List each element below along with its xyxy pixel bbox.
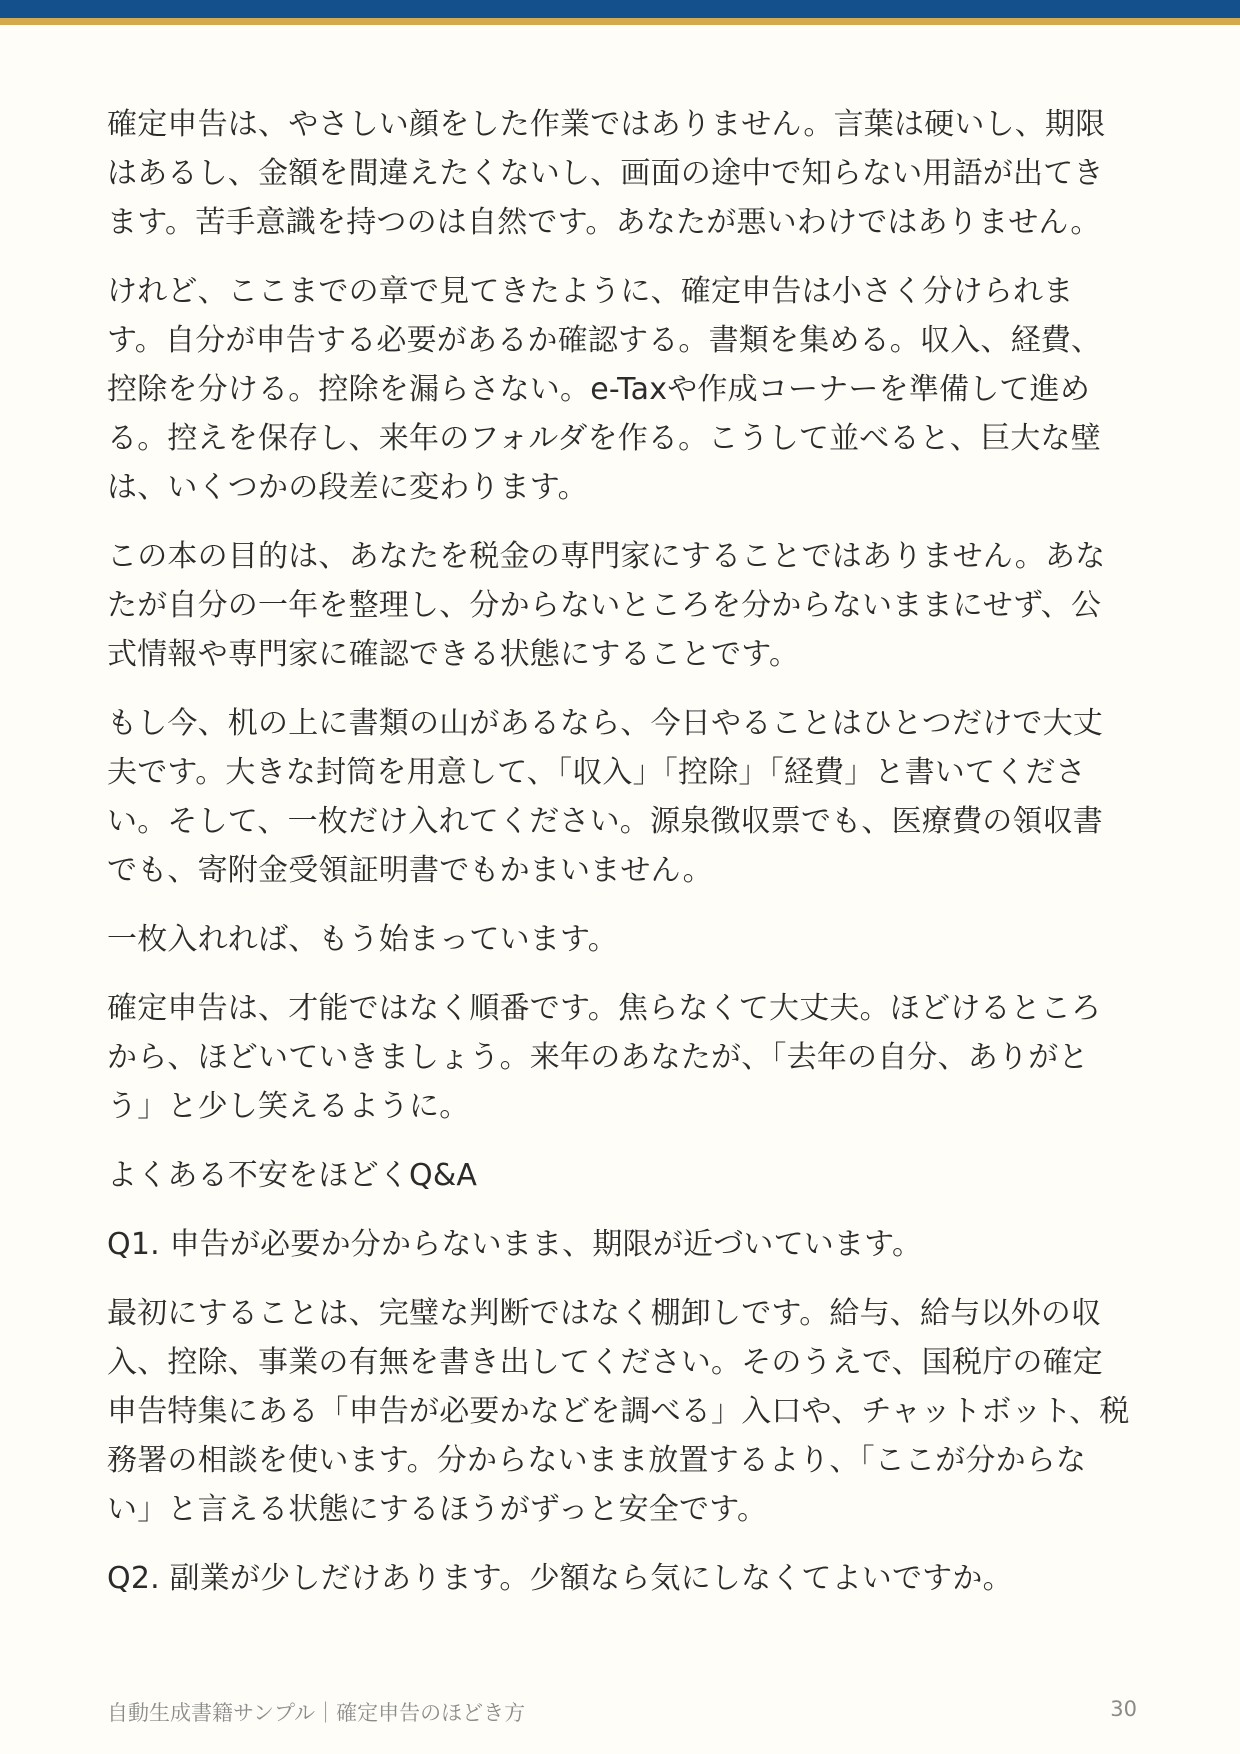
section-heading: よくある不安をほどくQ&A	[107, 1158, 478, 1193]
paragraph: 確定申告は、やさしい顔をした作業ではありません。言葉は硬いし、期限はあるし、金額を間違えたくないし、画面の途中で知らない用語が出てきます。苦手意識を持つのは自然です。あなたが悪いわけではありません。	[107, 107, 1106, 240]
header-accent-line	[0, 18, 1240, 25]
page-body	[107, 100, 1130, 1623]
paragraph: けれど、ここまでの章で見てきたように、確定申告は小さく分けられます。自分が申告する必要があるか確認する。書類を集める。収入、経費、控除を分ける。控除を漏らさない。e-Taxや作成コーナーを準備して進める。控えを保存し、来年のフォルダを作る。こうして並べると、巨大な壁は、いくつかの段差に変わります。	[107, 274, 1102, 505]
question-heading: Q2. 副業が少しだけあります。少額なら気にしなくてよいですか。	[107, 1561, 1013, 1596]
page-footer	[107, 1697, 1137, 1727]
header-bar	[0, 0, 1240, 18]
question-heading: Q1. 申告が必要か分からないまま、期限が近づいています。	[107, 1227, 923, 1262]
page-number: 30	[1110, 1697, 1137, 1721]
footer-book-title: 自動生成書籍サンプル｜確定申告のほどき方	[107, 1701, 526, 1725]
paragraph: もし今、机の上に書類の山があるなら、今日やることはひとつだけで大丈夫です。大きな封筒を用意して、「収入」「控除」「経費」と書いてください。そして、一枚だけ入れてください。源泉徴収票でも、医療費の領収書でも、寄附金受領証明書でもかまいません。	[107, 706, 1103, 888]
paragraph: 確定申告は、才能ではなく順番です。焦らなくて大丈夫。ほどけるところから、ほどいていきましょう。来年のあなたが、「去年の自分、ありがとう」と少し笑えるように。	[107, 991, 1102, 1124]
paragraph: 一枚入れれば、もう始まっています。	[107, 922, 618, 957]
paragraph: この本の目的は、あなたを税金の専門家にすることではありません。あなたが自分の一年を整理し、分からないところを分からないままにせず、公式情報や専門家に確認できる状態にすることです。	[107, 539, 1106, 672]
answer-paragraph: 最初にすることは、完璧な判断ではなく棚卸しです。給与、給与以外の収入、控除、事業の有無を書き出してください。そのうえで、国税庁の確定申告特集にある「申告が必要かなどを調べる」入口や、チャットボット、税務署の相談を使います。分からないまま放置するより、「ここが分からない」と言える状態にするほうがずっと安全です。	[107, 1296, 1130, 1527]
